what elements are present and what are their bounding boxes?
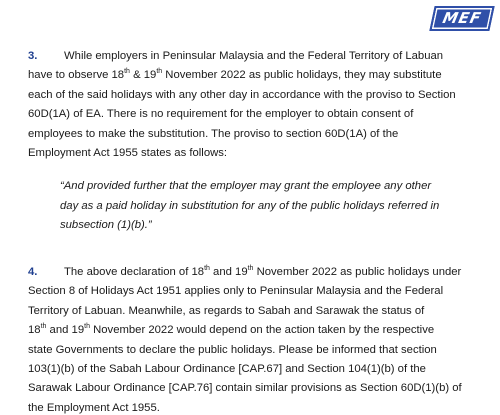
paragraph-number: 4.	[28, 266, 38, 278]
paragraph-number: 3.	[28, 50, 38, 62]
paragraph-4-line-7: Sarawak Labour Ordinance [CAP.76] contain similar provisions as Section 60D(1)(b) of	[28, 382, 462, 395]
paragraph-4-line-3: Territory of Labuan. Meanwhile, as regards to Sabah and Sarawak the status of	[28, 304, 425, 317]
quote-line-2: day as a paid holiday in substitution for any of the public holidays referred in	[60, 199, 440, 212]
mef-logo	[429, 6, 494, 31]
quoted-proviso	[60, 177, 458, 236]
paragraph-4	[28, 263, 462, 415]
paragraph-4-line-5: state Governments to declare the public holidays. Please be informed that section	[28, 343, 437, 356]
paragraph-4-line-8: the Employment Act 1955.	[28, 401, 160, 414]
paragraph-4-line-6: 103(1)(b) of the Sabah Labour Ordinance [CAP.67] and Section 104(1)(b) of the	[28, 363, 426, 376]
logo-text: MEF	[440, 9, 484, 27]
paragraph-3-line-4: 60D(1A) of EA. There is no requirement for the employer to obtain consent of	[28, 108, 414, 121]
paragraph-3-line-3: each of the said holidays with any other day in accordance with the proviso to Section	[28, 88, 456, 101]
paragraph-3	[28, 47, 462, 163]
quote-line-3: subsection (1)(b).”	[60, 219, 152, 232]
paragraph-3-line-6: Employment Act 1955 states as follows:	[28, 147, 228, 160]
paragraph-4-line-2: Section 8 of Holidays Act 1951 applies only to Peninsular Malaysia and the Federal	[28, 285, 444, 298]
paragraph-4-line-1: 4. The above declaration of 18th and 19th November 2022 as public holidays under	[28, 263, 462, 282]
paragraph-3-line-2: have to observe 18th & 19th November 2022 as public holidays, they may substitute	[28, 68, 442, 82]
paragraph-3-line-5: employees to make the substitution. The proviso to section 60D(1A) of the	[28, 127, 399, 140]
paragraph-3-line-1: 3. While employers in Peninsular Malaysia and the Federal Territory of Labuan	[28, 47, 462, 66]
paragraph-4-line-4: 18th and 19th November 2022 would depend on the action taken by the respective	[28, 323, 435, 337]
quote-line-1: “And provided further that the employer may grant the employee any other	[60, 180, 432, 192]
